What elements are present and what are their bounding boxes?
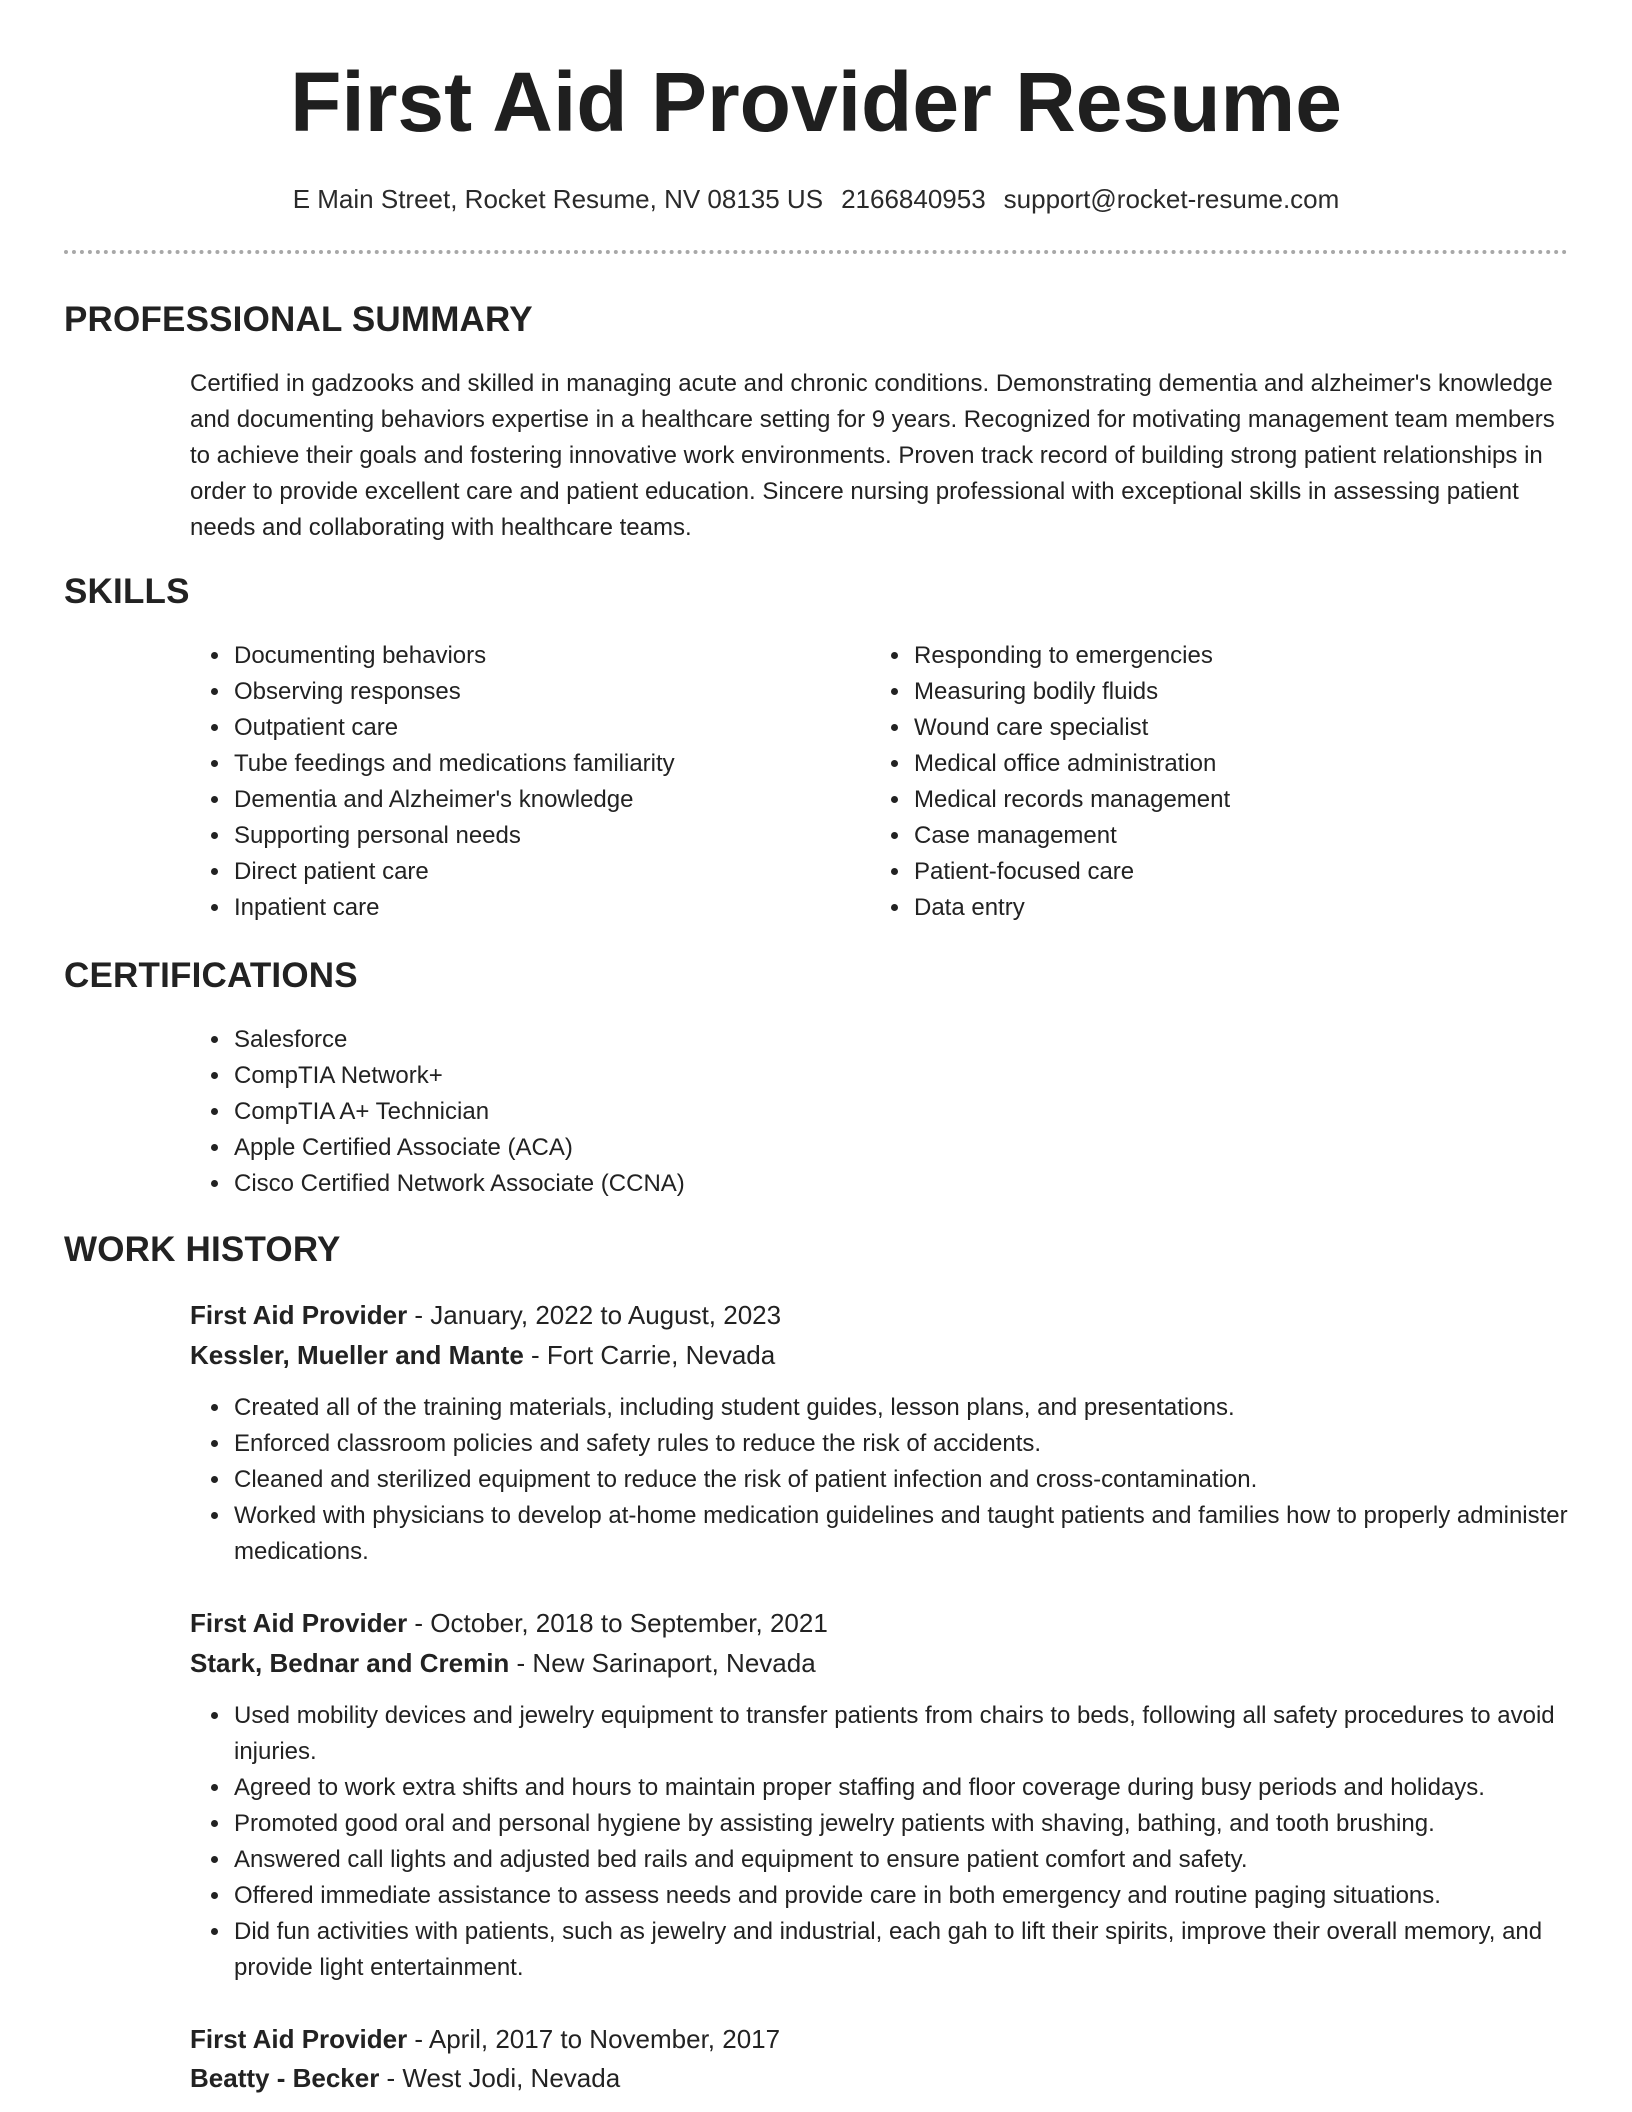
job-company: Stark, Bednar and Cremin bbox=[190, 1648, 510, 1678]
header-divider bbox=[64, 250, 1568, 254]
list-item: • Outpatient care bbox=[232, 710, 872, 746]
list-item: • Enforced classroom policies and safety rules to reduce the risk of accidents. bbox=[232, 1426, 1572, 1462]
job-location: - West Jodi, Nevada bbox=[379, 2063, 621, 2093]
job-company: Kessler, Mueller and Mante bbox=[190, 1340, 524, 1370]
list-item: • Promoted good oral and personal hygiene by assisting jewelry patients with shaving, bathing, and tooth brushing. bbox=[232, 1806, 1592, 1842]
email-link[interactable]: support@rocket-resume.com bbox=[1003, 184, 1340, 214]
summary-heading: PROFESSIONAL SUMMARY bbox=[64, 300, 533, 339]
job-bullets bbox=[190, 1390, 1572, 1570]
list-item: • Agreed to work extra shifts and hours to maintain proper staffing and floor coverage during busy periods and holidays. bbox=[232, 1770, 1592, 1806]
list-item: • Supporting personal needs bbox=[232, 818, 872, 854]
list-item: • Worked with physicians to develop at-home medication guidelines and taught patients and families how to properly administer medications. bbox=[232, 1498, 1572, 1570]
job-title: First Aid Provider bbox=[190, 1608, 408, 1638]
list-item: • Cleaned and sterilized equipment to reduce the risk of patient infection and cross-contamination. bbox=[232, 1462, 1572, 1498]
job-location: - New Sarinaport, Nevada bbox=[509, 1648, 816, 1678]
job-company-line bbox=[190, 2060, 620, 2096]
list-item: • Did fun activities with patients, such as jewelry and industrial, each gah to lift their spirits, improve their overall memory, and provide light entertainment. bbox=[232, 1914, 1592, 1986]
list-item: • Inpatient care bbox=[232, 890, 872, 926]
list-item: • Created all of the training materials, including student guides, lesson plans, and presentations. bbox=[232, 1390, 1572, 1426]
list-item: • Used mobility devices and jewelry equipment to transfer patients from chairs to beds, following all safety procedures to avoid injuries. bbox=[232, 1698, 1592, 1770]
job-dates: - October, 2018 to September, 2021 bbox=[407, 1608, 828, 1638]
list-item: • Patient-focused care bbox=[912, 854, 1572, 890]
skills-heading: SKILLS bbox=[64, 572, 190, 611]
job-title-line bbox=[190, 1297, 781, 1333]
job-dates: - January, 2022 to August, 2023 bbox=[407, 1300, 782, 1330]
job-bullets bbox=[190, 1698, 1592, 1986]
job-title: First Aid Provider bbox=[190, 1300, 408, 1330]
job-title: First Aid Provider bbox=[190, 2024, 408, 2054]
list-item: • Cisco Certified Network Associate (CCNA) bbox=[232, 1166, 1132, 1202]
list-item: • Data entry bbox=[912, 890, 1572, 926]
list-item: • Documenting behaviors bbox=[232, 638, 872, 674]
list-item: • Tube feedings and medications familiarity bbox=[232, 746, 872, 782]
contact-line bbox=[0, 182, 1632, 216]
list-item: • CompTIA Network+ bbox=[232, 1058, 1132, 1094]
summary-text: Certified in gadzooks and skilled in managing acute and chronic conditions. Demonstrating dementia and alzheimer's knowledge and documenting behaviors expertise in a healthcare setting for 9 years. Recognized for motivating management team members to achieve their goals and fostering innovative work environments. Proven track record of building strong patient relationships in order to provide excellent care and patient education. Sincere nursing professional with exceptional skills in assessing patient needs and collaborating with healthcare teams. bbox=[190, 370, 1555, 541]
list-item: • Offered immediate assistance to assess needs and provide care in both emergency and routine paging situations. bbox=[232, 1878, 1592, 1914]
job-title-line bbox=[190, 2021, 780, 2057]
list-item: • Case management bbox=[912, 818, 1572, 854]
resume-title: First Aid Provider Resume bbox=[290, 55, 1342, 149]
address-text: E Main Street, Rocket Resume, NV 08135 US bbox=[292, 184, 824, 214]
certifications-list bbox=[190, 1022, 1132, 1202]
certifications-heading: CERTIFICATIONS bbox=[64, 956, 358, 995]
list-item: • Dementia and Alzheimer's knowledge bbox=[232, 782, 872, 818]
job-location: - Fort Carrie, Nevada bbox=[523, 1340, 776, 1370]
list-item: • Apple Certified Associate (ACA) bbox=[232, 1130, 1132, 1166]
job-title-line bbox=[190, 1605, 828, 1641]
list-item: • Measuring bodily fluids bbox=[912, 674, 1572, 710]
job-company-line bbox=[190, 1337, 775, 1373]
list-item: • Answered call lights and adjusted bed rails and equipment to ensure patient comfort and safety. bbox=[232, 1842, 1592, 1878]
list-item: • Medical office administration bbox=[912, 746, 1572, 782]
list-item: • Direct patient care bbox=[232, 854, 872, 890]
list-item: • Medical records management bbox=[912, 782, 1572, 818]
phone-text: 2166840953 bbox=[841, 184, 986, 214]
job-company: Beatty - Becker bbox=[190, 2063, 380, 2093]
skills-list-left bbox=[190, 638, 872, 926]
list-item: • CompTIA A+ Technician bbox=[232, 1094, 1132, 1130]
list-item: • Wound care specialist bbox=[912, 710, 1572, 746]
skills-list-right bbox=[870, 638, 1572, 926]
list-item: • Observing responses bbox=[232, 674, 872, 710]
job-dates: - April, 2017 to November, 2017 bbox=[407, 2024, 781, 2054]
list-item: • Salesforce bbox=[232, 1022, 1132, 1058]
list-item: • Responding to emergencies bbox=[912, 638, 1572, 674]
job-company-line bbox=[190, 1645, 816, 1681]
work-history-heading: WORK HISTORY bbox=[64, 1230, 341, 1269]
